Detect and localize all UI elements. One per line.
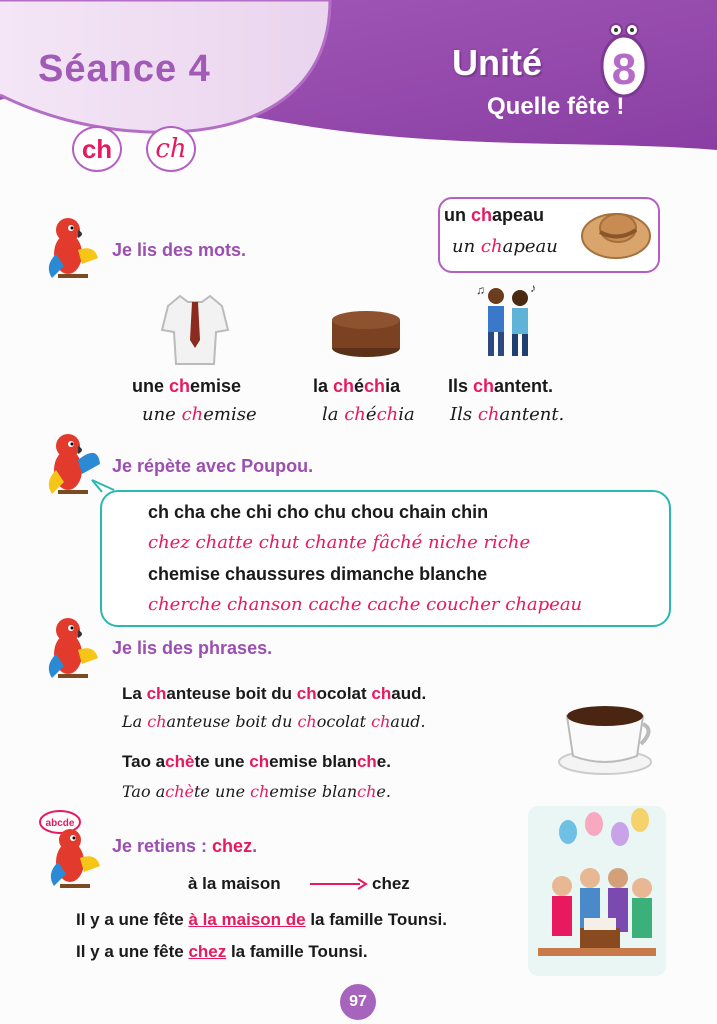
r1-a: Il y a une fête <box>76 910 189 929</box>
c3-hl: ch <box>477 404 500 425</box>
s1-a: La <box>122 684 147 703</box>
s1c-b: ch <box>147 712 167 731</box>
r2-a: Il y a une fête <box>76 942 189 961</box>
section-title-repeat: Je répète avec Poupou. <box>112 456 314 476</box>
section-title-sentences: Je lis des phrases. <box>112 638 273 658</box>
cursive-chechia <box>322 404 432 425</box>
unit-subtitle: Quelle fête ! <box>487 93 625 120</box>
arrow-right-icon <box>308 876 368 892</box>
c2-post: ia <box>398 404 415 425</box>
r1-c: la famille Tounsi. <box>305 910 447 929</box>
chechia-icon <box>328 308 404 358</box>
hat-word-print <box>444 205 544 226</box>
r2-c: la famille Tounsi. <box>226 942 368 961</box>
s2c-g: e. <box>376 782 391 801</box>
rule-sentence-2 <box>76 942 368 962</box>
c2-pre: la <box>322 404 345 425</box>
s2-f: ch <box>356 752 377 771</box>
cursive-chemise <box>142 404 272 425</box>
hat-cursive-post: apeau <box>502 236 558 257</box>
page-number: 97 <box>340 984 376 1020</box>
rule-sentence-1 <box>76 910 447 930</box>
s1-d: ch <box>296 684 317 703</box>
section-title-words: Je lis des mots. <box>112 240 247 260</box>
w2-hl2: ch <box>364 376 386 396</box>
hat-word-cursive <box>452 236 558 257</box>
w3-pre: Ils <box>448 376 474 396</box>
s1-c: anteuse boit du <box>166 684 297 703</box>
hat-print-hl: ch <box>471 205 493 225</box>
s2c-e: emise blan <box>269 782 358 801</box>
bubble-tail <box>90 478 120 508</box>
section-title-remember <box>112 836 257 857</box>
cursive-words-line-1: chez chatte chut chante fâché niche riche <box>148 532 531 553</box>
s1c-e: ocolat <box>316 712 372 731</box>
remember-title-post: . <box>252 836 258 856</box>
s2-g: e. <box>376 752 391 771</box>
word-chantent <box>448 376 588 397</box>
s1-e: ocolat <box>316 684 372 703</box>
w3-post: antent. <box>494 376 554 396</box>
c1-pre: une <box>142 404 182 425</box>
c3-pre: Ils <box>450 404 478 425</box>
arrow-left-label: à la maison <box>188 874 281 893</box>
remember-title-pre: Je retiens : <box>112 836 213 856</box>
word-chechia <box>313 376 423 397</box>
w2-mid: é <box>354 376 365 396</box>
cursive-chantent <box>450 404 590 425</box>
word-chemise <box>132 376 262 397</box>
c1-hl: ch <box>181 404 204 425</box>
hat-print-pre: un <box>444 205 471 225</box>
svg-text:♪: ♪ <box>530 282 536 295</box>
s1-b: ch <box>146 684 167 703</box>
w1-pre: une <box>132 376 170 396</box>
hot-chocolate-cup-icon <box>555 690 655 780</box>
w1-hl: ch <box>169 376 191 396</box>
s2c-d: ch <box>250 782 270 801</box>
chip-cursive-ch <box>146 126 196 172</box>
w2-hl: ch <box>333 376 355 396</box>
s1c-a: La <box>122 712 148 731</box>
parrot-icon <box>38 214 104 284</box>
seance-title: Séance 4 <box>38 48 211 90</box>
s2c-f: ch <box>357 782 377 801</box>
parrot-bubble-text: abcde <box>45 818 75 829</box>
syllables-line: ch cha che chi cho chu chou chain chin <box>148 502 489 522</box>
s1c-d: ch <box>297 712 317 731</box>
w2-post: ia <box>385 376 401 396</box>
hat-cursive-pre: un <box>452 236 481 257</box>
chip-print-label: ch <box>81 133 113 164</box>
s1c-c: anteuse boit du <box>166 712 298 731</box>
sentence-1 <box>122 684 426 704</box>
sentence-2 <box>122 752 391 772</box>
s1-g: aud. <box>391 684 427 703</box>
s1c-f: ch <box>371 712 391 731</box>
sentence-1-cursive <box>122 712 426 731</box>
family-party-illustration <box>528 806 666 976</box>
sentence-2-cursive <box>122 782 391 801</box>
parrot-icon <box>38 614 104 684</box>
chip-print-ch <box>72 126 122 172</box>
unit-title: Unité <box>452 42 542 83</box>
w2-pre: la <box>313 376 334 396</box>
words-line: chemise chaussures dimanche blanche <box>148 564 488 584</box>
s2-d: ch <box>249 752 270 771</box>
unit-number-text: 8 <box>611 45 637 94</box>
c1-post: emise <box>203 404 257 425</box>
hat-icon <box>580 200 652 264</box>
s2-b: chè <box>165 752 195 771</box>
r1-b: à la maison de <box>188 910 306 929</box>
parrot-thinking-icon <box>38 808 104 892</box>
chip-cursive-label: ch <box>155 134 187 164</box>
r2-b: chez <box>188 942 227 961</box>
s1c-g: aud. <box>390 712 426 731</box>
hat-cursive-hl: ch <box>480 236 503 257</box>
w3-hl: ch <box>473 376 495 396</box>
c2-mid: é <box>365 404 377 425</box>
arrow-right-label: chez <box>372 874 410 893</box>
s2-c: te une <box>194 752 250 771</box>
c2-hl: ch <box>344 404 366 425</box>
shirt-icon <box>160 290 230 366</box>
remember-title-hl: chez <box>212 836 253 856</box>
c2-hl2: ch <box>376 404 399 425</box>
hat-print-post: apeau <box>492 205 545 225</box>
c3-post: antent. <box>499 404 565 425</box>
s1-f: ch <box>371 684 392 703</box>
cursive-words-line-2: cherche chanson cache cache coucher chapeau <box>148 594 583 615</box>
svg-text:♫: ♫ <box>476 283 485 297</box>
s2c-b: chè <box>165 782 194 801</box>
s2c-a: Tao a <box>122 782 166 801</box>
singers-icon <box>468 282 548 362</box>
w1-post: emise <box>190 376 242 396</box>
s2-a: Tao a <box>122 752 166 771</box>
unit-number-badge <box>600 22 648 100</box>
s2-e: emise blan <box>269 752 357 771</box>
unit-number-icon <box>600 22 648 100</box>
s2c-c: te une <box>193 782 251 801</box>
